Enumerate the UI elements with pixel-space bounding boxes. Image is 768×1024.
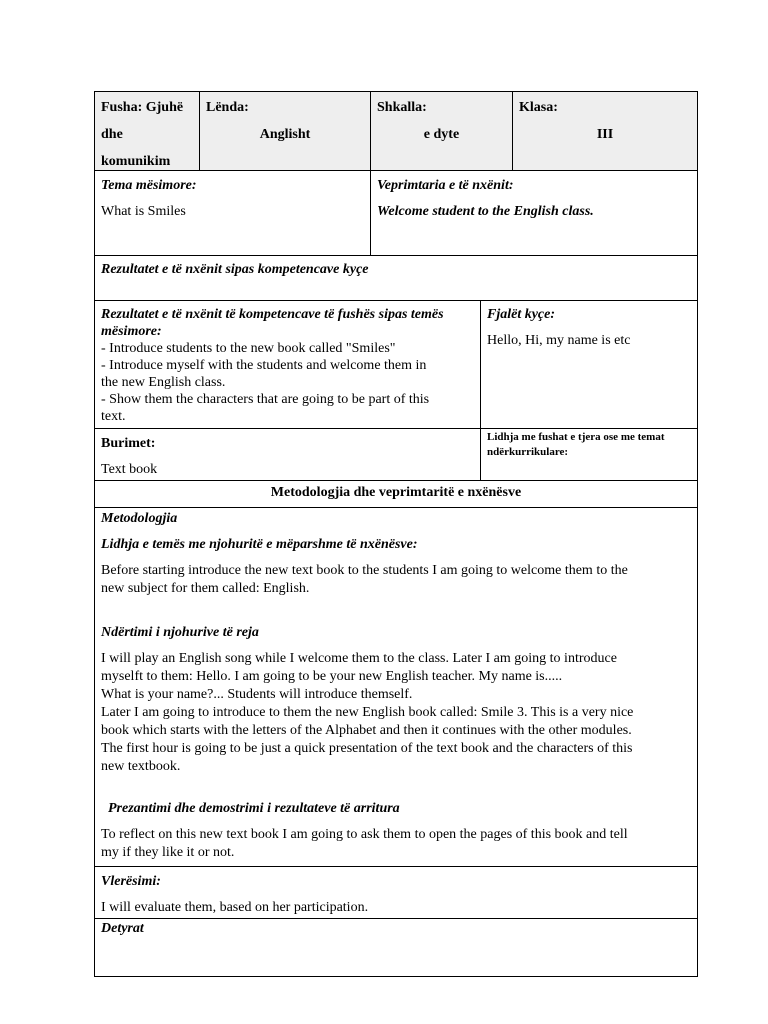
rezultatet-fushes-label-line1: Rezultatet e të nxënit të kompetencave të fushës sipas temës [101, 307, 444, 322]
lesson-plan-document [94, 91, 698, 977]
tema-value: What is Smiles [101, 204, 186, 219]
paragraph-line: I will play an English song while I welcome them to the class. Later I am going to introduce [101, 651, 617, 666]
detyrat-row [94, 919, 698, 977]
tema-label: Tema mësimore: [101, 178, 197, 193]
paragraph-line: What is your name?... Students will introduce themself. [101, 687, 413, 702]
fusha-line2: dhe [101, 127, 123, 142]
metodologjia-body-row [94, 508, 698, 867]
rezultatet-item: - Introduce myself with the students and welcome them in [101, 358, 427, 373]
fjalet-kyce-label: Fjalët kyçe: [487, 307, 556, 322]
detyrat-label: Detyrat [101, 921, 144, 936]
prezantimi-text [101, 826, 691, 862]
burimet-row [94, 429, 698, 481]
rezultatet-fushes-label-line2: mësimore: [101, 324, 162, 339]
klasa-label: Klasa: [519, 100, 558, 115]
fjalet-kyce-value: Hello, Hi, my name is etc [487, 333, 631, 348]
paragraph-line: Later I am going to introduce to them the new English book called: Smile 3. This is a very nice [101, 705, 634, 720]
metodologjia-header: Metodologjia dhe veprimtaritë e nxënësve [270, 485, 522, 500]
tema-row [94, 171, 698, 256]
veprimtaria-label: Veprimtaria e të nxënit: [377, 178, 514, 193]
paragraph-line: my if they like it or not. [101, 845, 235, 860]
vleresimi-value: I will evaluate them, based on her participation. [101, 900, 369, 915]
paragraph-line: new subject for them called: English. [101, 581, 310, 596]
prezantimi-label: Prezantimi dhe demostrimi i rezultateve të arritura [108, 801, 400, 816]
klasa-cell [512, 92, 697, 170]
burimet-value: Text book [101, 462, 158, 477]
burimet-cell [95, 429, 480, 480]
header-row [94, 91, 698, 171]
rezultatet-item: the new English class. [101, 375, 226, 390]
metodologjia-label: Metodologjia [101, 511, 178, 526]
vleresimi-row [94, 867, 698, 919]
vleresimi-cell [95, 867, 697, 918]
rezultatet-fushes-cell [95, 301, 480, 428]
veprimtaria-cell [370, 171, 697, 255]
tema-cell [95, 171, 370, 255]
paragraph-line: The first hour is going to be just a quick presentation of the text book and the characters of this [101, 741, 633, 756]
paragraph-line: book which starts with the letters of the Alphabet and then it continues with the other modules. [101, 723, 632, 738]
klasa-value: III [596, 127, 614, 142]
lenda-cell [199, 92, 370, 170]
lenda-value: Anglisht [259, 127, 311, 142]
metodologjia-body [95, 508, 697, 866]
ndertimi-label: Ndërtimi i njohurive të reja [101, 625, 259, 640]
lidhja-fushat-line1: Lidhja me fushat e tjera ose me temat [487, 431, 665, 443]
metodologjia-header-row [94, 481, 698, 508]
rezultatet-kyce-label: Rezultatet e të nxënit sipas kompetencave kyçe [101, 262, 369, 277]
shkalla-cell [370, 92, 512, 170]
ndertimi-text [101, 650, 691, 776]
lidhja-temes-text [101, 562, 691, 598]
rezultatet-fushes-row [94, 301, 698, 429]
fusha-label: Fusha: Gjuhë [101, 100, 184, 115]
rezultatet-item: text. [101, 409, 126, 424]
paragraph-line: Before starting introduce the new text book to the students I am going to welcome them to the [101, 563, 628, 578]
burimet-label: Burimet: [101, 436, 156, 451]
lidhja-fushat-line2: ndërkurrikulare: [487, 446, 569, 458]
vleresimi-label: Vlerësimi: [101, 874, 161, 889]
shkalla-label: Shkalla: [377, 100, 427, 115]
veprimtaria-value: Welcome student to the English class. [377, 204, 594, 219]
fusha-line3: komunikim [101, 154, 171, 169]
lidhja-temes-label: Lidhja e temës me njohuritë e mëparshme të nxënësve: [101, 537, 418, 552]
shkalla-value: e dyte [423, 127, 460, 142]
fusha-cell [95, 92, 199, 170]
lidhja-fushat-cell [480, 429, 697, 480]
paragraph-line: To reflect on this new text book I am going to ask them to open the pages of this book and tell [101, 827, 628, 842]
paragraph-line: myselft to them: Hello. I am going to be your new English teacher. My name is..... [101, 669, 563, 684]
rezultatet-item: - Introduce students to the new book called "Smiles" [101, 341, 396, 356]
rezultatet-item: - Show them the characters that are going to be part of this [101, 392, 430, 407]
paragraph-line: new textbook. [101, 759, 181, 774]
lenda-label: Lënda: [206, 100, 249, 115]
rezultatet-kyce-row [94, 256, 698, 301]
fjalet-kyce-cell [480, 301, 697, 428]
